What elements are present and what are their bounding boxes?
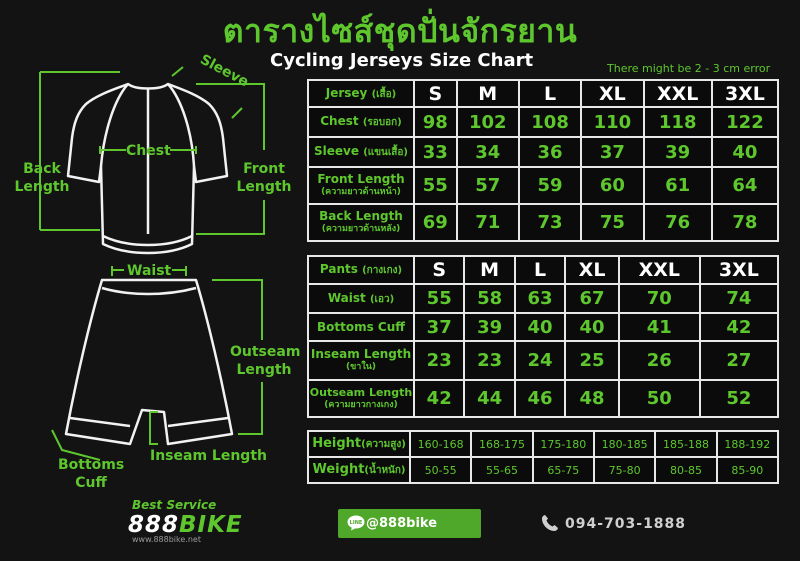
table-cell: 59	[519, 167, 581, 204]
header-label-text: Jersey	[325, 85, 368, 100]
table-cell: 27	[700, 341, 778, 380]
table-cell: 55	[414, 284, 464, 313]
row-label	[308, 137, 414, 167]
table-cell: 98	[414, 107, 457, 137]
jersey-size-table	[307, 79, 779, 242]
row-label	[308, 457, 410, 483]
row-label-th: (ความสูง)	[361, 439, 406, 450]
label-bottoms-cuff	[58, 456, 124, 492]
size-header: S	[414, 256, 464, 284]
table-cell: 75	[581, 204, 643, 241]
pants-header-label	[308, 256, 414, 284]
table-cell: 46	[515, 380, 565, 417]
table-cell: 55-65	[471, 457, 532, 483]
line-icon-text: LINE	[349, 520, 363, 526]
label-sleeve: Sleeve	[197, 51, 252, 91]
row-label	[308, 204, 414, 241]
header-label-th: (เสื้อ)	[371, 88, 397, 100]
brand-tagline: Best Service	[132, 498, 217, 512]
row-label	[308, 284, 414, 313]
table-cell: 76	[644, 204, 712, 241]
table-cell: 25	[565, 341, 619, 380]
size-header: XL	[581, 80, 643, 107]
table-cell: 39	[464, 313, 514, 341]
label-front-length-line2: Length	[236, 179, 292, 195]
row-label-text: Chest	[320, 114, 359, 128]
table-cell: 44	[464, 380, 514, 417]
table-row	[308, 167, 778, 204]
line-contact-button[interactable]	[338, 509, 481, 538]
row-label-text: Inseam Length	[310, 346, 412, 361]
table-cell: 64	[712, 167, 778, 204]
table-cell: 40	[712, 137, 778, 167]
page-title-thai: ตารางไซส์ชุดปั่นจักรยาน	[222, 12, 578, 50]
table-cell: 168-175	[471, 431, 532, 457]
row-label	[308, 341, 414, 380]
table-cell: 41	[619, 313, 700, 341]
garment-diagram	[0, 0, 300, 500]
table-cell: 36	[519, 137, 581, 167]
size-header: XXL	[644, 80, 712, 107]
row-label	[308, 107, 414, 137]
row-label	[308, 313, 414, 341]
table-cell: 188-192	[717, 431, 778, 457]
brand-logo-number: 888	[128, 512, 180, 538]
table-cell: 57	[457, 167, 519, 204]
brand-logo-word: BIKE	[179, 512, 243, 538]
label-front-length-line1: Front	[243, 161, 285, 177]
table-row	[308, 457, 778, 483]
table-cell: 37	[581, 137, 643, 167]
row-label-th: (น้ำหนัก)	[364, 465, 406, 476]
label-bottoms-cuff-line2: Cuff	[75, 475, 107, 491]
label-front-length	[234, 160, 294, 196]
phone-icon	[540, 513, 560, 533]
table-cell: 69	[414, 204, 457, 241]
table-cell: 34	[457, 137, 519, 167]
size-header: 3XL	[700, 256, 778, 284]
table-cell: 118	[644, 107, 712, 137]
table-cell: 23	[414, 341, 464, 380]
table-cell: 122	[712, 107, 778, 137]
label-back-length-line2: Length	[14, 179, 70, 195]
table-row	[308, 107, 778, 137]
table-cell: 60	[581, 167, 643, 204]
row-label-text: Waist	[327, 290, 366, 305]
line-id: @888bike	[366, 516, 438, 531]
table-cell: 67	[565, 284, 619, 313]
label-chest: Chest	[126, 143, 171, 159]
table-row	[308, 204, 778, 241]
size-header: XL	[565, 256, 619, 284]
row-label-text: Back Length	[319, 208, 403, 223]
row-label	[308, 431, 410, 457]
table-cell: 175-180	[533, 431, 594, 457]
row-label-text: Outseam Length	[309, 385, 413, 399]
table-cell: 50-55	[410, 457, 471, 483]
size-header: M	[464, 256, 514, 284]
label-waist: Waist	[127, 263, 172, 279]
table-cell: 42	[414, 380, 464, 417]
row-label-th: (ความยาวด้านหลัง)	[321, 223, 401, 234]
row-label-text: Weight	[312, 462, 365, 477]
table-cell: 65-75	[533, 457, 594, 483]
phone-number: 094-703-1888	[565, 516, 687, 532]
row-label	[308, 380, 414, 417]
size-header: 3XL	[712, 80, 778, 107]
table-cell: 110	[581, 107, 643, 137]
brand-url: www.888bike.net	[132, 535, 201, 544]
row-label-th: (เอว)	[369, 293, 395, 305]
row-label-text: Bottoms Cuff	[316, 319, 405, 334]
table-cell: 70	[619, 284, 700, 313]
table-cell: 58	[464, 284, 514, 313]
body-measure-table	[307, 430, 779, 484]
table-cell: 33	[414, 137, 457, 167]
size-header: M	[457, 80, 519, 107]
row-label-th: (รอบอก)	[362, 117, 402, 128]
size-header: S	[414, 80, 457, 107]
table-cell: 80-85	[655, 457, 716, 483]
table-header-row	[308, 256, 778, 284]
table-cell: 24	[515, 341, 565, 380]
pants-size-table	[307, 255, 779, 418]
table-row	[308, 313, 778, 341]
row-label-text: Height	[312, 436, 362, 451]
label-outseam-length-line1: Outseam	[230, 344, 301, 360]
label-bottoms-cuff-line1: Bottoms	[58, 457, 125, 473]
table-cell: 26	[619, 341, 700, 380]
table-cell: 61	[644, 167, 712, 204]
table-row	[308, 284, 778, 313]
label-outseam-length-line2: Length	[236, 362, 292, 378]
table-cell: 71	[457, 204, 519, 241]
table-cell: 78	[712, 204, 778, 241]
table-cell: 55	[414, 167, 457, 204]
error-note: There might be 2 - 3 cm error	[607, 62, 771, 75]
table-row	[308, 380, 778, 417]
row-label	[308, 167, 414, 204]
table-row	[308, 137, 778, 167]
row-label-text: Sleeve	[314, 144, 359, 158]
size-header: L	[515, 256, 565, 284]
label-back-length-line1: Back	[23, 161, 61, 177]
header-label-text: Pants	[319, 262, 358, 276]
label-back-length	[14, 160, 70, 196]
table-cell: 102	[457, 107, 519, 137]
table-row	[308, 341, 778, 380]
table-cell: 63	[515, 284, 565, 313]
table-cell: 50	[619, 380, 700, 417]
size-header: L	[519, 80, 581, 107]
table-cell: 23	[464, 341, 514, 380]
table-cell: 40	[565, 313, 619, 341]
table-cell: 160-168	[410, 431, 471, 457]
table-cell: 52	[700, 380, 778, 417]
row-label-th: (ความยาวด้านหน้า)	[321, 186, 401, 197]
size-header: XXL	[619, 256, 700, 284]
table-header-row	[308, 80, 778, 107]
row-label-text: Front Length	[317, 171, 405, 186]
table-cell: 75-80	[594, 457, 655, 483]
jersey-outline	[68, 84, 227, 253]
row-label-th: (แขนเสื้อ)	[363, 147, 408, 158]
table-cell: 73	[519, 204, 581, 241]
row-label-th: (ขาใน)	[346, 361, 376, 372]
table-cell: 185-188	[655, 431, 716, 457]
table-cell: 108	[519, 107, 581, 137]
table-cell: 40	[515, 313, 565, 341]
table-cell: 74	[700, 284, 778, 313]
table-cell: 37	[414, 313, 464, 341]
table-cell: 42	[700, 313, 778, 341]
page-title-english: Cycling Jerseys Size Chart	[270, 50, 534, 71]
table-cell: 85-90	[717, 457, 778, 483]
table-cell: 48	[565, 380, 619, 417]
table-cell: 39	[644, 137, 712, 167]
label-outseam-length	[230, 343, 301, 379]
label-inseam-length: Inseam Length	[150, 448, 267, 464]
line-icon	[347, 515, 365, 531]
header-label-th: (กางเกง)	[362, 265, 403, 276]
table-row	[308, 431, 778, 457]
table-cell: 180-185	[594, 431, 655, 457]
jersey-header-label	[308, 80, 414, 107]
row-label-th: (ความยาวกางเกง)	[324, 399, 398, 410]
